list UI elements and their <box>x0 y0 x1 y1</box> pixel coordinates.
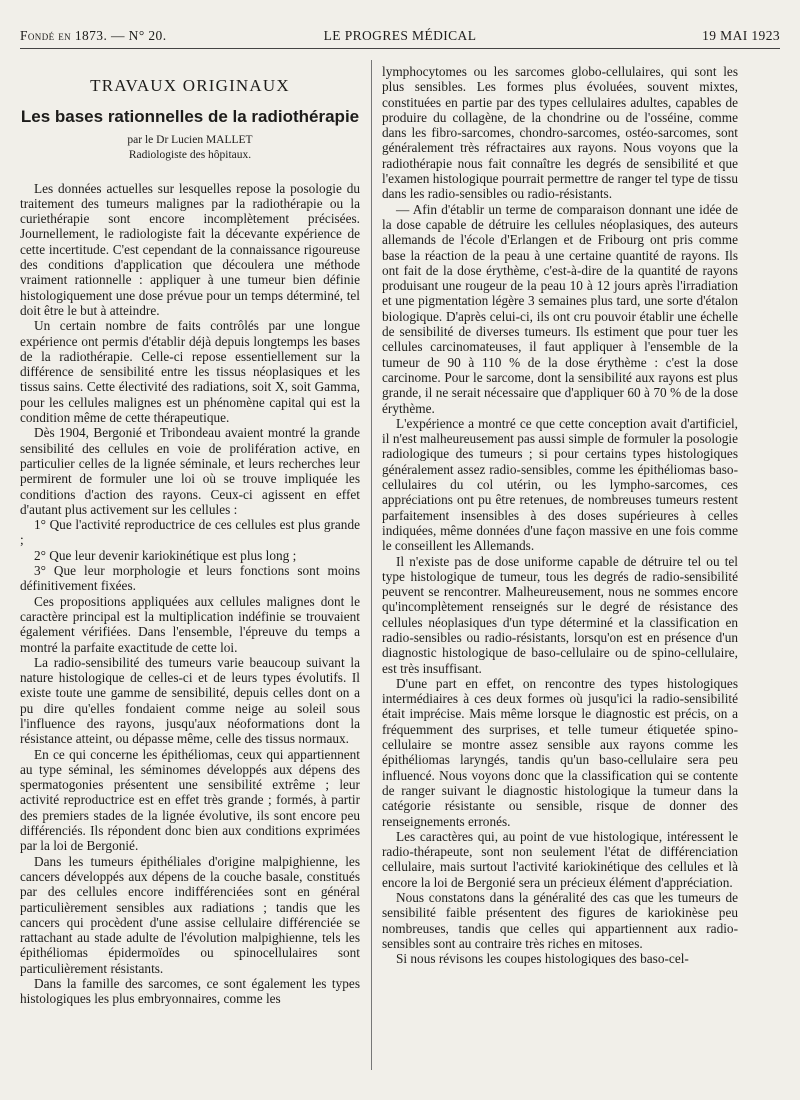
paragraph: Les données actuelles sur lesquelles repose la posologie du traitement des tumeurs malignes par la radiothérapie ou la curiethérapie sont encore incomplètement précisées. Journellement, le radiologiste fait la décevante expérience de cette incertitude. C'est cependant de la connaissance rigoureuse des conditions d'application que découlera une méthode vraiment rationnelle : appliquer à une tumeur bien définie histologiquement une dose prévue pour un temps déterminé, tel doit être le but à atteindre. <box>20 180 360 318</box>
paragraph: L'expérience a montré ce que cette conception avait d'artificiel, il n'est malheureusement pas aussi simple de formuler la posologie radiologique des tumeurs ; si pour certains types histologiques généralement assez radio-sensibles, comme les épithéliomas baso-cellulaires du col utérin, ou les lympho-sarcomes, ces appréciations ont pu être retenues, de nombreuses tumeurs restent parfaitement insensibles à des doses supérieures à celles indiquées, même données d'une façon massive en une fois comme le conseillent les Allemands. <box>382 415 738 554</box>
section-title: TRAVAUX ORIGINAUX <box>90 76 290 95</box>
paragraph: Dans les tumeurs épithéliales d'origine malpighienne, les cancers développés aux dépens de la couche basale, constitués par des cellules encore indifférenciées sont en général particulièrement sensibles aux radiations ; tandis que les cancers qui procèdent d'une assise cellulaire différenciée se rattachant au stade adulte de l'évolution malpighienne, tels les épithéliomas épidermoïdes ou spinocellulaires sont particulièrement résistants. <box>20 853 360 976</box>
list-item: 2° Que leur devenir kariokinétique est plus long ; <box>34 547 297 563</box>
paragraph: Ces propositions appliquées aux cellules malignes dont le caractère principal est la multiplication indéfinie se trouvaient également vérifiées. Dans l'ensemble, l'épreuve du temps a montré la parfaite exactitude de cette loi. <box>20 593 360 655</box>
journal-name: LE PROGRES MÉDICAL <box>323 28 477 43</box>
page-header <box>20 28 780 48</box>
paragraph: Si nous révisons les coupes histologiques des baso-cel- <box>396 951 689 967</box>
list-item: 3° Que leur morphologie et leurs fonctions sont moins définitivement fixées. <box>20 563 360 594</box>
paragraph: La radio-sensibilité des tumeurs varie beaucoup suivant la nature histologique de celles-ci et de leurs types évolutifs. Il existe toute une gamme de sensibilité, depuis celles dont on a pu dire qu'elles fondaient comme neige au soleil sous l'influence des rayons, jusqu'aux néoformations dont la résistance atteint, ou dépasse même, celle des tissus normaux. <box>20 654 360 747</box>
article-title: Les bases rationnelles de la radiothérapie <box>20 107 360 127</box>
paragraph: Nous constatons dans la généralité des cas que les tumeurs de sensibilité faible présentent des figures de kariokinèse peu nombreuses, tandis que celles qui appartiennent aux radio-sensibles sont au contraire très riches en mitoses. <box>382 890 738 951</box>
paragraph: Dès 1904, Bergonié et Tribondeau avaient montré la grande sensibilité des cellules en voie de prolifération active, en particulier celles de la lignée séminale, et leurs recherches leur permirent de formuler une loi où se trouve impliquée les conditions d'action des rayons. Ceux-ci agissent en effet d'autant plus activement sur les cellules : <box>20 425 360 517</box>
article-author: par le Dr Lucien MALLET <box>127 133 253 146</box>
right-column <box>382 64 738 967</box>
left-column <box>20 64 360 1007</box>
paragraph: Un certain nombre de faits contrôlés par une longue expérience ont permis d'établir déjà depuis longtemps les bases de la radiothérapie. Celle-ci repose essentiellement sur la différence de sensibilité entre les tissus néoplasiques et les tissus sains. Cette électivité des radiations, soit X, soit Gamma, pour les cellules malignes est un phénomène capital qui est la condition même de cette thérapeutique. <box>20 318 360 426</box>
author-affiliation: Radiologiste des hôpitaux. <box>128 148 252 161</box>
paragraph: lymphocytomes ou les sarcomes globo-cellulaires, qui sont les plus sensibles. Les formes plus évoluées, souvent mixtes, constituées en partie par des types cellulaires adultes, capables de produire du collagène, de la chondrine ou de l'osséine, comme dans les fibro-sarcomes, chondro-sarcomes, ostéo-sarcomes, sont généralement très réfractaires aux rayons. Nous voyons que la radiothérapie nous fait connaître les degrés de sensibilité et que l'examen histologique pourrait permettre de ranger tel type de tissu dans les radio-sensibles ou radio-résistants. <box>382 64 738 202</box>
header-founded: Fondé en 1873. — N° 20. <box>20 28 167 43</box>
list-item: 1° Que l'activité reproductrice de ces cellules est plus grande ; <box>20 517 360 548</box>
paragraph: Les caractères qui, au point de vue histologique, intéressent le radio-thérapeute, sont non seulement l'état de différenciation cellulaire, mais surtout l'activité kariokinétique des cellules et là encore la loi de Bergonié sera un précieux élément d'appréciation. <box>382 828 738 890</box>
column-divider <box>371 60 372 1070</box>
issue-date: 19 MAI 1923 <box>702 28 780 43</box>
paragraph: Dans la famille des sarcomes, ce sont également les types histologiques les plus embryonnaires, comme les <box>20 976 360 1007</box>
paragraph: — Afin d'établir un terme de comparaison donnant une idée de la dose capable de détruire les cellules néoplasiques, des auteurs allemands de l'école d'Erlangen et de Fribourg ont pris comme base la réaction de la peau à une certaine quantité de rayons. Ils ont fait de la dose érythème, c'est-à-dire de la quantité de rayons produisant une rougeur de la peau 10 à 12 jours après l'irradiation et une pigmentation légère 3 semaines plus tard, une sorte d'étalon biologique. D'après celui-ci, ils ont cru pouvoir établir une échelle de sensibilité de diverses tumeurs. Ils estiment que pour tuer les cellules carcinomateuses, il faut appliquer à l'ensemble de la tumeur de 90 à 110 % de la dose érythème : c'est la dose carcinome. Pour le sarcome, dont la sensibilité aux rayons est plus grande, il ne serait nécessaire que d'appliquer 60 à 70 % de la dose érythème. <box>382 201 738 416</box>
paragraph: Il n'existe pas de dose uniforme capable de détruire tel ou tel type histologique de tumeur, tous les degrés de radio-sensibilité peuvent se rencontrer. Malheureusement, nous ne sommes encore qu'incomplètement renseignés sur le degré de résistance des cellules néoplasiques d'un type déterminé et la classification en radio-sensibles ou radio-résistants, lorsqu'on est en présence d'un diagnostic histologique de baso-cellulaire ou de spino-cellulaire, est très insuffisant. <box>382 553 738 676</box>
paragraph: En ce qui concerne les épithéliomas, ceux qui appartiennent au type séminal, les séminomes développés aux dépens des spermatogonies présentent une sensibilité extrême ; leur activité reproductrice est en effet très grande ; formés, à partir des premiers stades de la lignée évolutive, ils sont encore peu différenciés. Ils répondent donc bien aux conditions exprimées par la loi de Bergonié. <box>20 746 360 854</box>
paragraph: D'une part en effet, on rencontre des types histologiques intermédiaires à ces deux formes où jusqu'ici la radio-sensibilité était imprécise. Mais même lorsque le diagnostic est précis, on a fréquemment des surprises, et telle tumeur étiquetée spino-cellulaire se montre assez sensible aux rayons comme les épithéliomas laryngés, tandis qu'un baso-cellulaire sera peu influencé. Nous voyons donc que la classification qui se contente de ranger suivant le diagnostic histologique la tumeur dans la catégorie résistante ou sensible, risque de donner des renseignements erronés. <box>382 675 738 829</box>
header-rule <box>20 48 780 49</box>
